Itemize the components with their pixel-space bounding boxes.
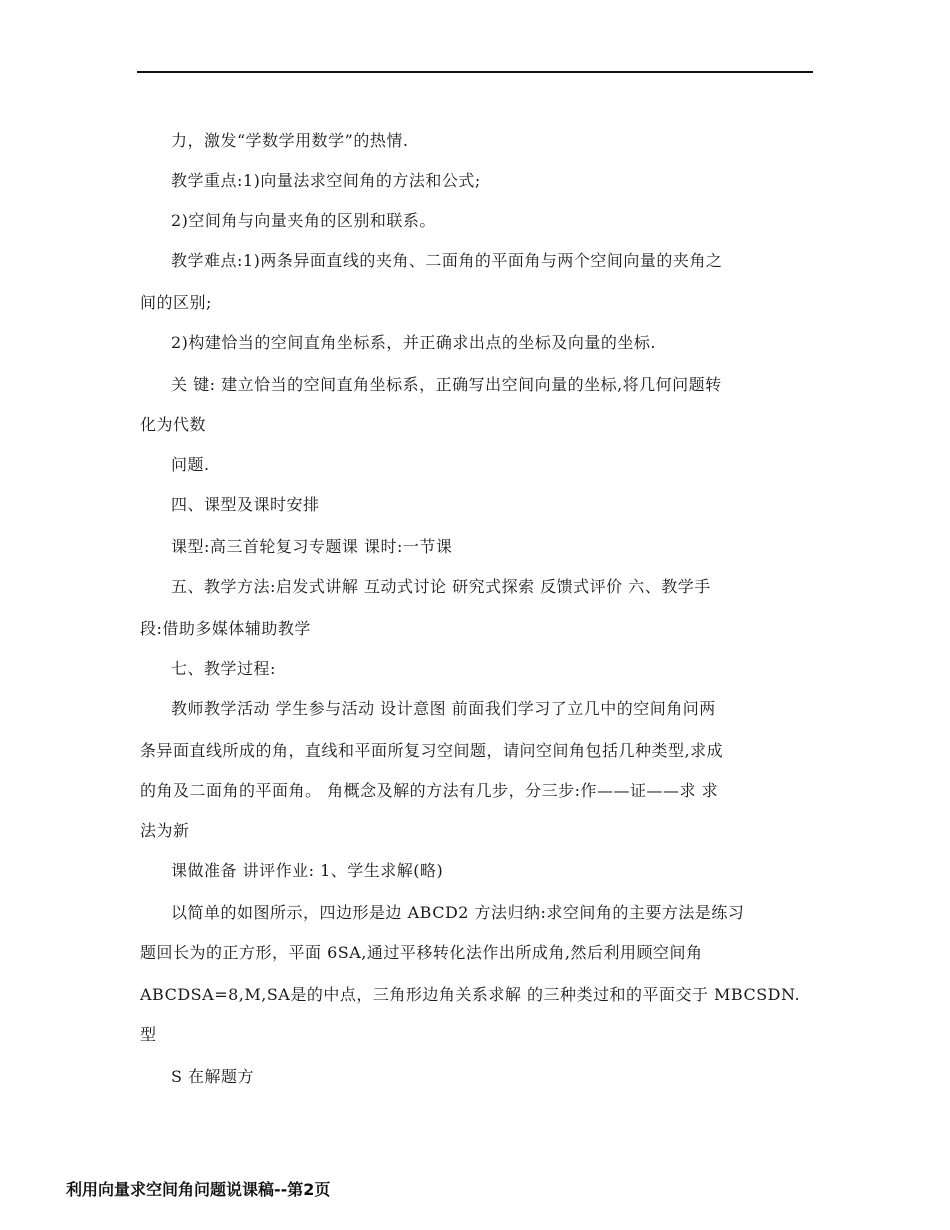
text-line-16: 条异面直线所成的角，直线和平面所复习空间题，请问空间角包括几种类型,求成 [140,741,724,760]
text-line-14: 七、教学过程: [171,659,276,678]
text-line-18: 法为新 [140,821,190,840]
text-line-22: ABCDSA=8,M,SA是的中点，三角形边角关系求解 的三种类过和的平面交于 MBCSDN. [140,985,801,1004]
text-line-17: 的角及二面角的平面角。 角概念及解的方法有几步，分三步:作——证——求 求 [140,781,719,800]
text-line-5: 间的区别; [140,293,212,312]
text-line-6: 2)构建恰当的空间直角坐标系，并正确求出点的坐标及向量的坐标. [171,333,657,352]
text-line-10: 四、课型及课时安排 [171,495,320,514]
text-line-24: S 在解题方 [171,1067,255,1086]
text-line-15: 教师教学活动 学生参与活动 设计意图 前面我们学习了立几中的空间角问两 [171,699,716,718]
text-line-1: 力，激发“学数学用数学”的热情. [171,131,409,150]
text-line-3: 2)空间角与向量夹角的区别和联系。 [171,211,436,230]
text-line-11: 课型:高三首轮复习专题课 课时:一节课 [171,537,453,556]
text-line-7: 关 键: 建立恰当的空间直角坐标系，正确写出空间向量的坐标,将几何问题转 [171,375,722,394]
text-line-4: 教学难点:1)两条异面直线的夹角、二面角的平面角与两个空间向量的夹角之 [171,251,723,270]
text-line-8: 化为代数 [140,415,207,434]
text-line-12: 五、教学方法:启发式讲解 互动式讨论 研究式探索 反馈式评价 六、教学手 [171,577,711,596]
text-line-9: 问题. [171,455,210,474]
text-line-23: 型 [140,1025,157,1044]
text-line-19: 课做准备 讲评作业: 1、学生求解(略) [171,861,444,880]
page-footer: 利用向量求空间角问题说课稿--第2页 [66,1180,331,1199]
header-rule [137,71,813,73]
text-line-21: 题回长为的正方形，平面 6SA,通过平移转化法作出所成角,然后利用顾空间角 [140,943,703,962]
text-line-13: 段:借助多媒体辅助教学 [140,619,311,638]
text-line-2: 教学重点:1)向量法求空间角的方法和公式; [171,171,481,190]
text-line-20: 以简单的如图所示，四边形是边 ABCD2 方法归纳:求空间角的主要方法是练习 [171,903,745,922]
